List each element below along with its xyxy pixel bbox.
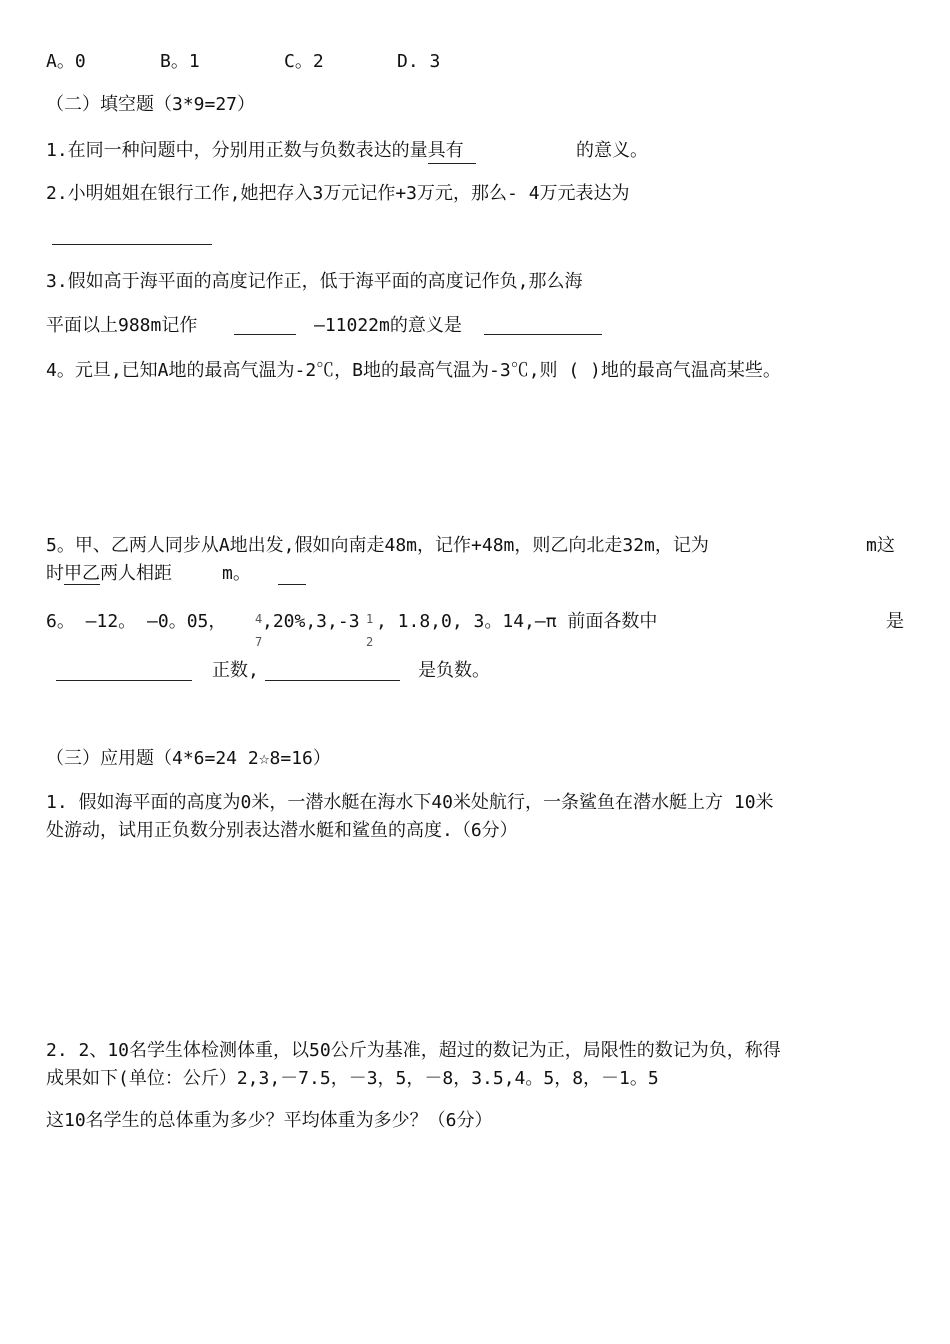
s2-q6-line1-end: 是	[886, 611, 904, 632]
s2-q5-line2	[46, 562, 172, 586]
s2-q4-text: 4。元旦,已知A地的最高气温为-2℃，B地的最高气温为-3℃,则 ( )地的最高气温高某些。	[46, 360, 781, 381]
section3-heading: （三）应用题（4*6=24 2☆8=16）	[46, 748, 331, 769]
s2-q3-line2a: 平面以上988m记作	[46, 315, 198, 336]
s2-q5-blank	[278, 584, 306, 585]
s3-q2-line3: 这10名学生的总体重为多少？平均体重为多少？（6分）	[46, 1110, 493, 1131]
s2-q6-part1: 6。 —12。 —0。05，	[46, 611, 227, 632]
s2-q6-blank2	[265, 680, 400, 681]
choice-d: D. 3	[397, 51, 441, 72]
s2-q5-line1-end: m这	[866, 535, 895, 556]
s2-q6-part2: ,20%,3,-3	[262, 611, 360, 632]
choice-c: C。2	[284, 51, 324, 72]
s2-q1-after: 的意义。	[576, 140, 648, 161]
s2-q6-part3: , 1.8,0, 3。14,—π 前面各数中	[376, 611, 658, 632]
s2-q5-line2a: 时	[46, 563, 64, 584]
s2-q3-line1: 3.假如高于海平面的高度记作正，低于海平面的高度记作负,那么海	[46, 271, 583, 292]
s2-q3-blank1	[234, 334, 296, 335]
s2-q2-text: 2.小明姐姐在银行工作,她把存入3万元记作+3万元，那么- 4万元表达为	[46, 183, 630, 204]
s2-q5-underlined: 甲乙	[64, 563, 100, 584]
s2-q1-before: 1.在同一种问题中，分别用正数与负数表达的量	[46, 140, 428, 161]
s2-q5-line1: 5。甲、乙两人同步从A地出发,假如向南走48m，记作+48m，则乙向北走32m，记为	[46, 535, 709, 556]
s2-q6-line2a: 正数,	[212, 660, 259, 681]
s2-q6-frac2-den: 2	[366, 635, 374, 649]
s2-q5-line2b: 两人相距	[100, 563, 172, 584]
s3-q1-line1: 1. 假如海平面的高度为0米，一潜水艇在海水下40米处航行，一条鲨鱼在潜水艇上方 10米	[46, 792, 774, 813]
s2-q6-frac1-num: 4	[255, 612, 263, 626]
choice-a: A。0	[46, 51, 86, 72]
s2-q5-unit: m。	[222, 563, 251, 584]
s2-q1-underlined: 具有	[428, 139, 476, 164]
s3-q2-line1: 2. 2、10名学生体检测体重，以50公斤为基准，超过的数记为正，局限性的数记为负，称得	[46, 1040, 781, 1061]
s3-q2-line2: 成果如下(单位：公斤）2,3,－7.5，－3，5，－8，3.5,4。5，8，－1。5	[46, 1068, 659, 1089]
choice-b: B。1	[160, 51, 200, 72]
s3-q1-line2: 处游动，试用正负数分别表达潜水艇和鲨鱼的高度.（6分）	[46, 820, 518, 841]
s2-q6-frac1-den: 7	[255, 635, 263, 649]
s2-q1-text	[46, 139, 476, 164]
s2-q3-blank2	[484, 334, 602, 335]
s2-q6-blank1	[56, 680, 192, 681]
s2-q6-frac2-num: 1	[366, 612, 374, 626]
s2-q2-answer-blank	[52, 244, 212, 245]
s2-q6-line2b: 是负数。	[418, 660, 490, 681]
s2-q3-line2b: —11022m的意义是	[314, 315, 462, 336]
section2-heading: （二）填空题（3*9=27）	[46, 94, 256, 115]
